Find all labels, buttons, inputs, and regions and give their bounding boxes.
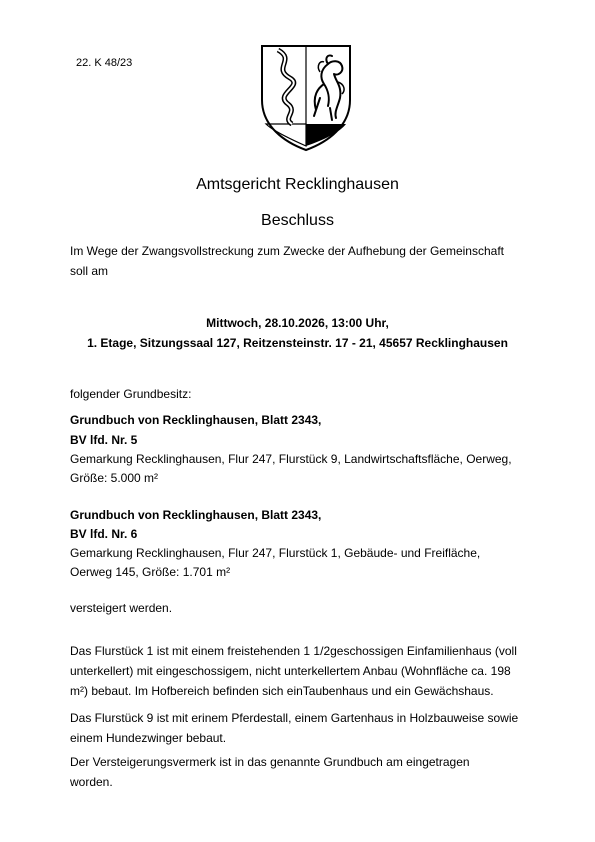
property-1-bv: BV lfd. Nr. 5	[70, 433, 138, 447]
intro-line-2: soll am	[70, 264, 109, 278]
property-1-line-1: Gemarkung Recklinghausen, Flur 247, Flurstück 9, Landwirtschaftsfläche, Oerweg,	[70, 452, 512, 466]
property-2-line-1: Gemarkung Recklinghausen, Flur 247, Flurstück 1, Gebäude- und Freifläche,	[70, 546, 481, 560]
coat-of-arms-emblem	[258, 42, 354, 152]
description-2-line-2: einem Hundezwinger bebaut.	[70, 731, 227, 745]
description-3-line-2: worden.	[70, 775, 113, 789]
property-1-line-2: Größe: 5.000 m²	[70, 471, 159, 485]
appointment-date: Mittwoch, 28.10.2026, 13:00 Uhr,	[206, 316, 389, 330]
property-2-line-2: Oerweg 145, Größe: 1.701 m²	[70, 565, 231, 579]
property-2-bv: BV lfd. Nr. 6	[70, 527, 138, 541]
description-1-line-3: m²) bebaut. Im Hofbereich befinden sich einTaubenhaus und ein Gewächshaus.	[70, 684, 494, 698]
property-intro: folgender Grundbesitz:	[70, 387, 192, 401]
appointment-place: 1. Etage, Sitzungssaal 127, Reitzensteinstr. 17 - 21, 45657 Recklinghausen	[87, 336, 508, 350]
description-1-line-2: unterkellert) mit eingeschossigem, nicht unterkellertem Anbau (Wohnfläche ca. 198	[70, 664, 511, 678]
intro-line-1: Im Wege der Zwangsvollstreckung zum Zwecke der Aufhebung der Gemeinschaft	[70, 244, 504, 258]
document-type: Beschluss	[261, 212, 334, 229]
description-3-line-1: Der Versteigerungsvermerk ist in das genannte Grundbuch am eingetragen	[70, 755, 470, 769]
property-1-register: Grundbuch von Recklinghausen, Blatt 2343,	[70, 413, 322, 427]
description-2-line-1: Das Flurstück 9 ist mit erinem Pferdestall, einem Gartenhaus in Holzbauweise sowie	[70, 711, 519, 725]
property-2-register: Grundbuch von Recklinghausen, Blatt 2343,	[70, 508, 322, 522]
court-name: Amtsgericht Recklinghausen	[196, 176, 399, 193]
description-1-line-1: Das Flurstück 1 ist mit einem freistehenden 1 1/2geschossigen Einfamilienhaus (voll	[70, 644, 517, 658]
auction-phrase: versteigert werden.	[70, 601, 173, 615]
file-number: 22. K 48/23	[76, 57, 133, 69]
